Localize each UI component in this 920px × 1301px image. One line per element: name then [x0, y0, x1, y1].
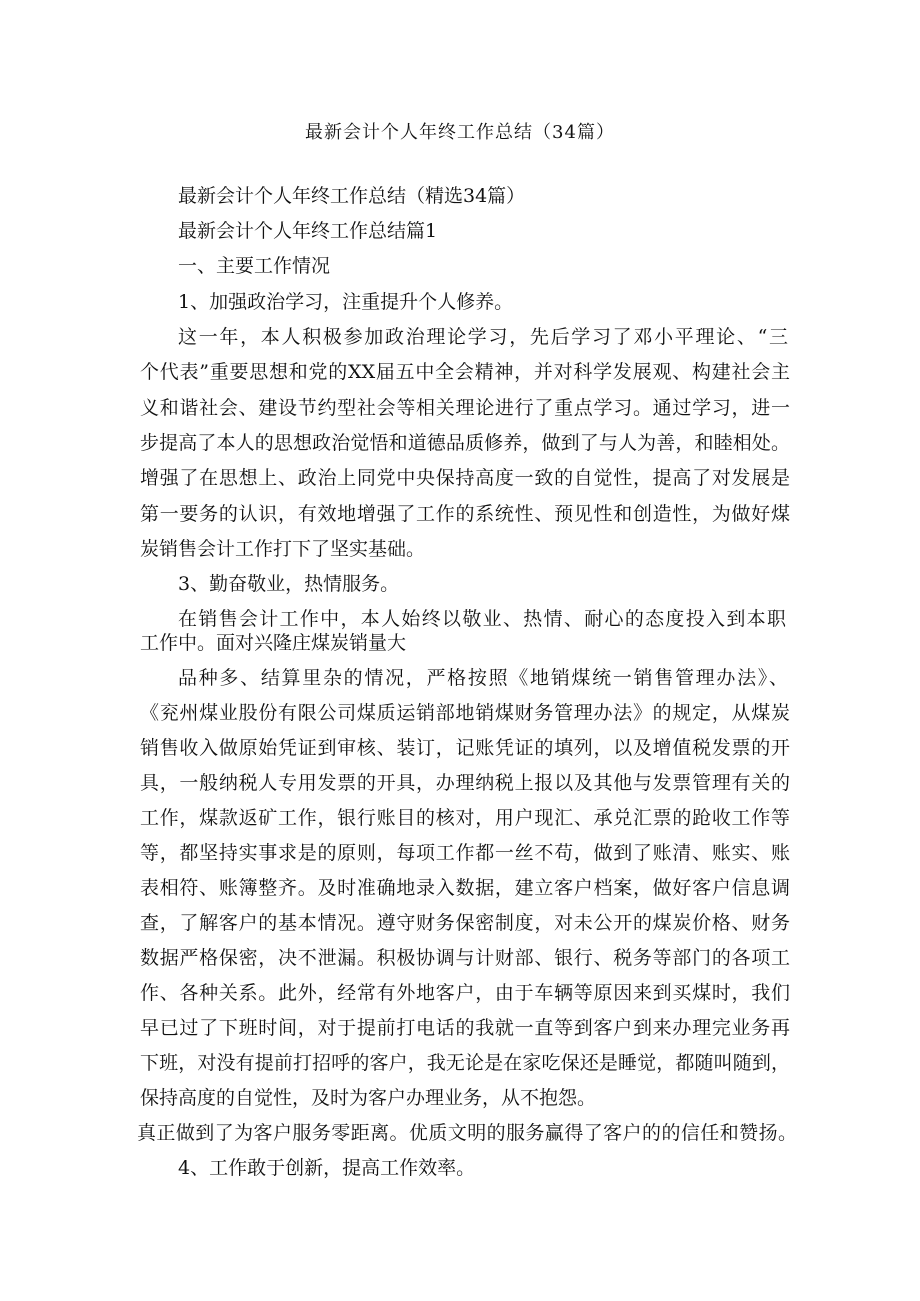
text-line: 第一要务的认识，有效地增强了工作的系统性、预见性和创造性，为做好煤	[140, 503, 790, 525]
text-line: 查，了解客户的基本情况。遵守财务保密制度，对未公开的煤炭价格、财务	[140, 912, 790, 934]
document-title: 最新会计个人年终工作总结（34篇）	[305, 122, 615, 143]
text-line: 步提高了本人的思想政治觉悟和道德品质修养，做到了与人为善，和睦相处。	[140, 432, 790, 454]
text-line: 炭销售会计工作打下了坚实基础。	[140, 538, 426, 560]
text-line: 早已过了下班时间，对于提前打电话的我就一直等到客户到来办理完业务再	[140, 1017, 790, 1039]
text-line: 最新会计个人年终工作总结（精选34篇）	[178, 185, 526, 207]
text-line: 工作中。面对兴隆庄煤炭销量大	[140, 632, 407, 654]
text-line: 3、勤奋敬业，热情服务。	[178, 573, 400, 595]
text-line: 保持高度的自觉性，及时为客户办理业务，从不抱怨。	[140, 1087, 597, 1109]
text-line: 义和谐社会、建设节约型社会等相关理论进行了重点学习。通过学习，进一	[140, 397, 790, 419]
text-line: 1、加强政治学习，注重提升个人修养。	[178, 291, 514, 313]
text-line: 最新会计个人年终工作总结篇1	[178, 220, 438, 242]
text-line: 下班，对没有提前打招呼的客户，我无论是在家吃保还是睡觉，都随叫随到，	[140, 1052, 790, 1074]
text-line: 等，都坚持实事求是的原则，每项工作都一丝不苟，做到了账清、账实、账	[140, 842, 790, 864]
text-line: 具，一般纳税人专用发票的开具，办理纳税上报以及其他与发票管理有关的	[140, 772, 790, 794]
text-line: 工作，煤款返矿工作，银行账目的核对，用户现汇、承兑汇票的跄收工作等	[140, 807, 790, 829]
text-line: 一、主要工作情况	[178, 255, 331, 277]
text-line: 真正做到了为客户服务零距离。优质文明的服务赢得了客户的的信任和赞扬。	[137, 1122, 797, 1144]
text-line: 作、各种关系。此外，经常有外地客户，由于车辆等原因来到买煤时，我们	[140, 982, 790, 1004]
text-line: 品种多、结算里杂的情况，严格按照《地销煤统一销售管理办法》、	[178, 667, 788, 689]
text-line: 数据严格保密，决不泄漏。积极协调与计财部、银行、税务等部门的各项工	[140, 947, 790, 969]
text-line: 4、工作敢于创新，提高工作效率。	[178, 1157, 476, 1179]
text-line: 在销售会计工作中，本人始终以敬业、热情、耐心的态度投入到本职	[178, 608, 786, 630]
text-line: 个代表”重要思想和党的XX届五中全会精神，并对科学发展观、构建社会主	[140, 361, 790, 383]
text-line: 表相符、账簿整齐。及时准确地录入数据，建立客户档案，做好客户信息调	[140, 877, 790, 899]
text-line: 销售收入做原始凭证到审核、装订，记账凭证的填列，以及增值税发票的开	[140, 737, 790, 759]
text-line: 增强了在思想上、政治上同党中央保持高度一致的自觉性，提高了对发展是	[140, 467, 790, 489]
text-line: 这一年，本人积极参加政治理论学习，先后学习了邓小平理论、“三	[178, 326, 788, 348]
text-line: 《兖州煤业股份有限公司煤质运销部地销煤财务管理办法》的规定，从煤炭	[140, 702, 790, 724]
